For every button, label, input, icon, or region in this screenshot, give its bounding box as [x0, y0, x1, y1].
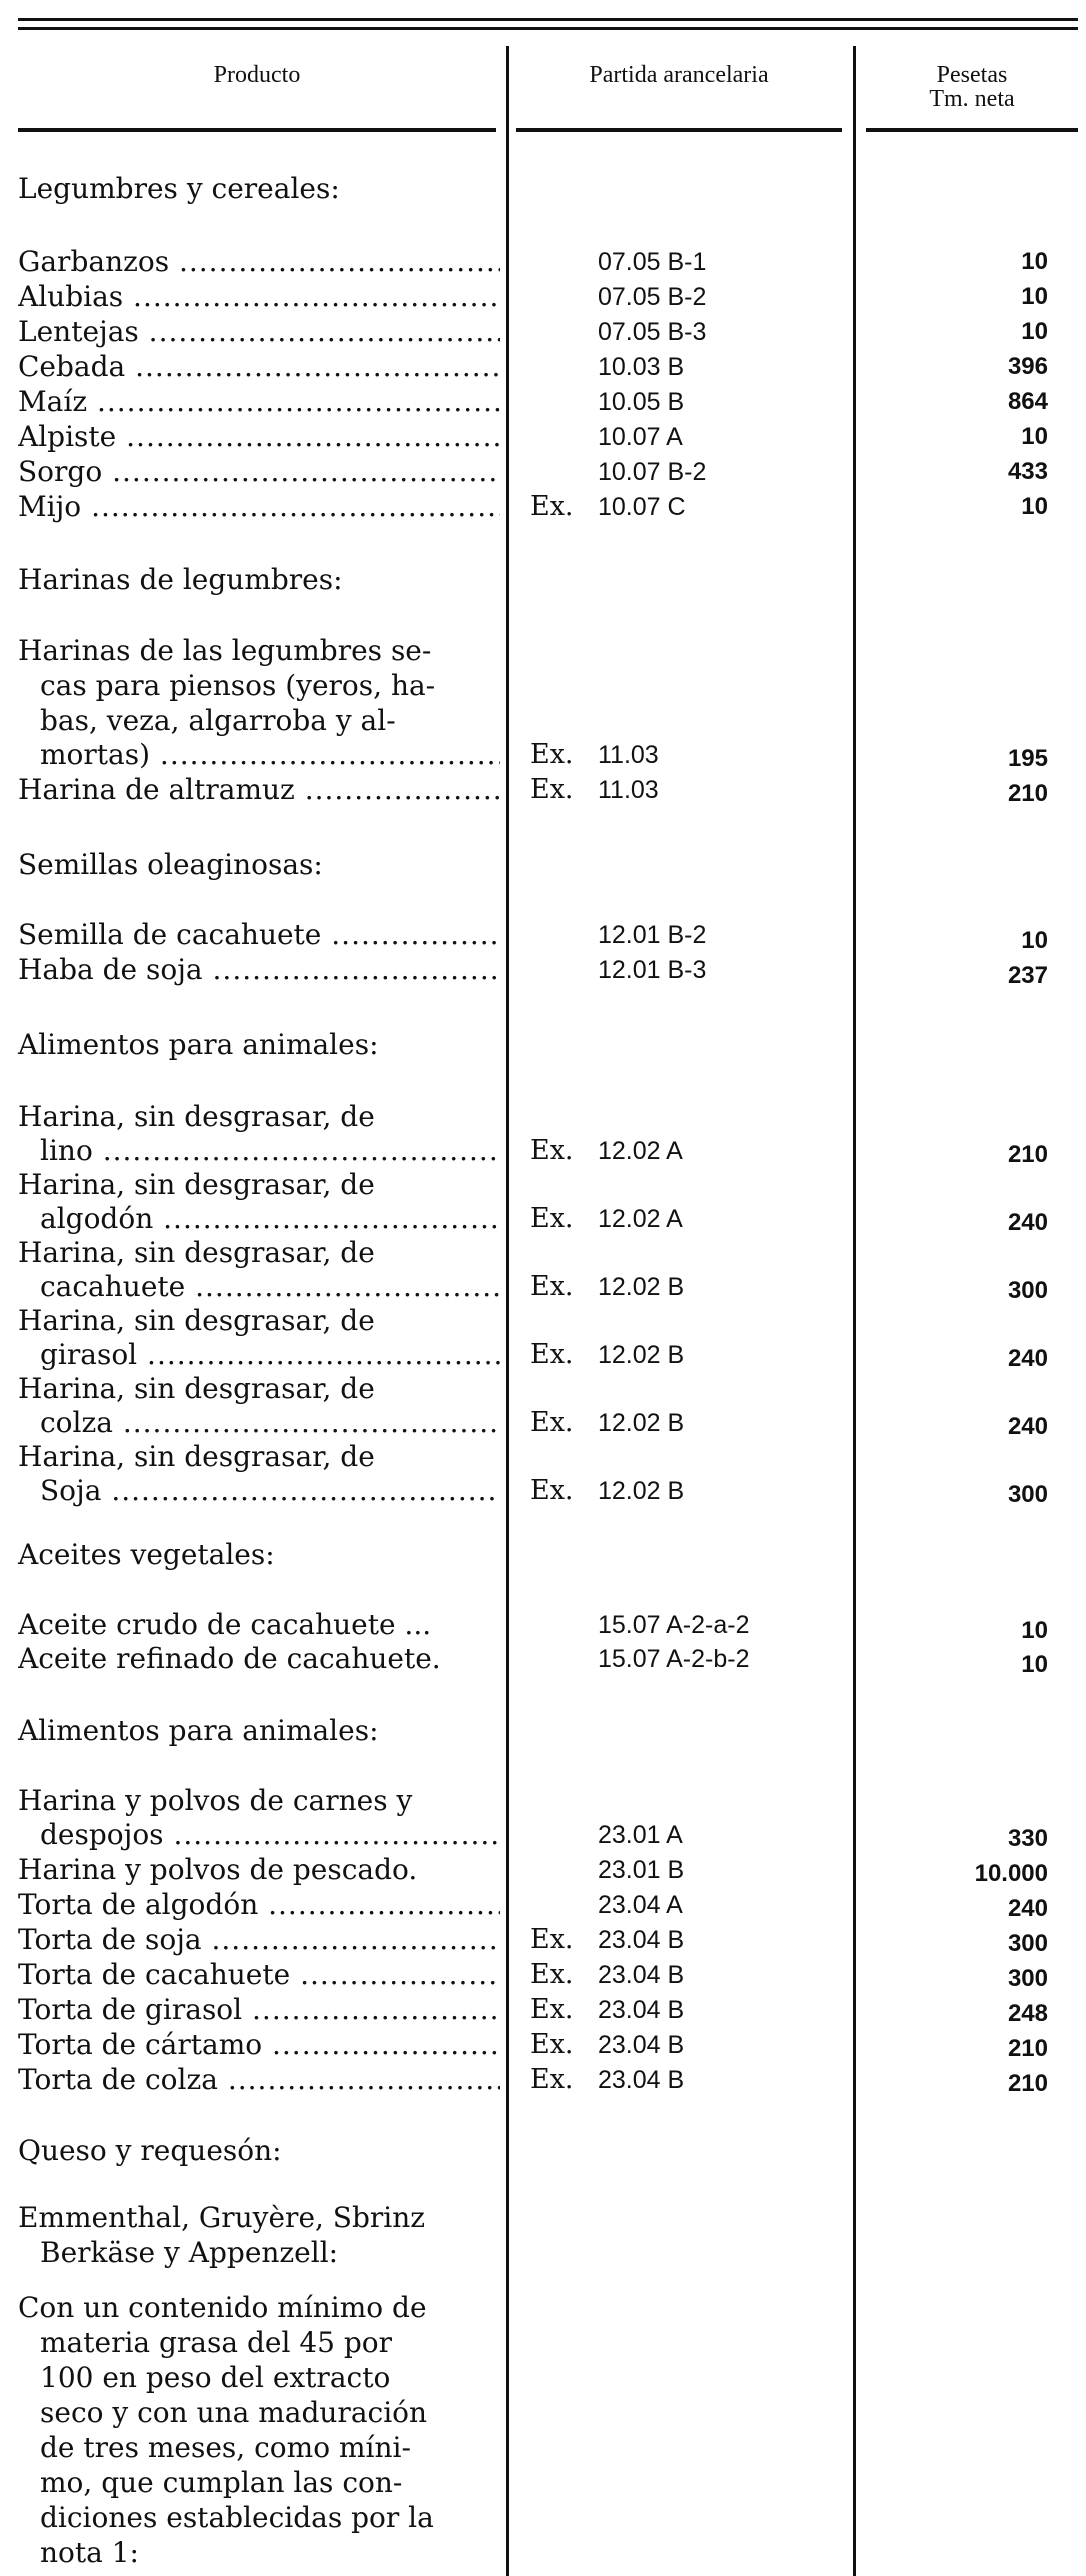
queso-line: Con un contenido mínimo de — [18, 2291, 427, 2324]
tariff-code: 07.05 B-3 — [598, 318, 707, 346]
tariff-code: 12.02 B — [598, 1477, 685, 1505]
pesetas-value: 240 — [1007, 1209, 1048, 1236]
tariff-code: 23.01 B — [598, 1856, 685, 1884]
product-name: Garbanzos ..... — [18, 245, 500, 278]
table-row — [0, 350, 1086, 386]
product-name: Torta de colza ..... — [18, 2063, 500, 2096]
top-double-rule-2 — [18, 27, 1078, 30]
ex-marker: Ex. — [530, 491, 574, 522]
pesetas-value: 10 — [1021, 283, 1048, 310]
section-semillas: Semillas oleaginosas: — [18, 848, 323, 881]
product-line: cas para piensos (yeros, ha- — [40, 669, 436, 702]
table-row — [0, 773, 1086, 809]
pesetas-value: 210 — [1007, 2035, 1048, 2062]
tariff-code: 12.02 A — [598, 1137, 683, 1165]
top-double-rule-1 — [18, 18, 1078, 21]
product-name: Lentejas ..... — [18, 315, 500, 348]
ex-marker: Ex. — [530, 739, 574, 770]
product-line: Harina, sin desgrasar, de — [18, 1440, 375, 1473]
product-line: Harina, sin desgrasar, de — [18, 1236, 375, 1269]
pesetas-value: 240 — [1007, 1895, 1048, 1922]
table-row — [0, 1993, 1086, 2029]
tariff-code: 10.05 B — [598, 388, 685, 416]
tariff-code: 10.07 A — [598, 423, 683, 451]
table-row — [0, 385, 1086, 421]
product-name: Harina de altramuz ..... — [18, 773, 500, 806]
header-producto: Producto — [213, 62, 301, 88]
header-underline-pesetas — [866, 128, 1078, 132]
pesetas-value: 248 — [1007, 2000, 1048, 2027]
table-row — [0, 738, 1086, 774]
header-underline-producto — [18, 128, 496, 132]
section-alimentos-2: Alimentos para animales: — [18, 1714, 379, 1747]
product-name: girasol ..... — [40, 1338, 500, 1371]
ex-marker: Ex. — [530, 1959, 574, 1990]
product-name: lino ..... — [40, 1134, 500, 1167]
product-name: Semilla de cacahuete ..... — [18, 918, 500, 951]
header-pesetas: Pesetas — [936, 62, 1008, 88]
ex-marker: Ex. — [530, 1271, 574, 1302]
product-line: Harinas de las legumbres se- — [18, 634, 432, 667]
pesetas-value: 10.000 — [974, 1860, 1048, 1887]
product-name: despojos ..... — [40, 1818, 500, 1851]
product-name: Harina y polvos de pescado. — [18, 1853, 418, 1886]
pesetas-value: 210 — [1007, 1141, 1048, 1168]
pesetas-value: 10 — [1021, 318, 1048, 345]
tariff-code: 23.01 A — [598, 1821, 683, 1849]
product-name: Haba de soja ..... — [18, 953, 500, 986]
table-row — [0, 1608, 1086, 1644]
ex-marker: Ex. — [530, 1994, 574, 2025]
product-name: Mijo ..... — [18, 490, 500, 523]
table-row — [0, 2063, 1086, 2099]
product-name: cacahuete ..... — [40, 1270, 500, 1303]
product-line: Harina, sin desgrasar, de — [18, 1168, 375, 1201]
table-row — [0, 455, 1086, 491]
table-row — [0, 953, 1086, 989]
section-queso: Queso y requesón: — [18, 2134, 282, 2167]
pesetas-value: 210 — [1007, 2070, 1048, 2097]
queso-line: diciones establecidas por la — [40, 2501, 434, 2534]
product-name: algodón ..... — [40, 1202, 500, 1235]
pesetas-value: 864 — [1007, 388, 1048, 415]
queso-line: nota 1: — [40, 2536, 139, 2569]
product-line: Harina y polvos de carnes y — [18, 1784, 413, 1817]
pesetas-value: 210 — [1007, 780, 1048, 807]
table-row — [0, 1100, 1086, 1170]
table-row — [0, 280, 1086, 316]
tariff-code: 12.01 B-3 — [598, 956, 707, 984]
tariff-code: 23.04 A — [598, 1891, 683, 1919]
section-legumbres: Legumbres y cereales: — [18, 172, 340, 205]
ex-marker: Ex. — [530, 2029, 574, 2060]
product-name: Alpiste ..... — [18, 420, 500, 453]
tariff-code: 11.03 — [598, 776, 659, 804]
tariff-code: 10.03 B — [598, 353, 685, 381]
product-name: Torta de soja ..... — [18, 1923, 500, 1956]
table-row — [0, 1888, 1086, 1924]
table-row — [0, 315, 1086, 351]
table-row — [0, 490, 1086, 526]
table-row — [0, 2028, 1086, 2064]
table-row — [0, 1958, 1086, 1994]
ex-marker: Ex. — [530, 1407, 574, 1438]
pesetas-value: 10 — [1021, 1651, 1048, 1678]
table-row — [0, 1236, 1086, 1306]
tariff-code: 11.03 — [598, 741, 659, 769]
pesetas-value: 240 — [1007, 1413, 1048, 1440]
pesetas-value: 396 — [1007, 353, 1048, 380]
tariff-code: 12.01 B-2 — [598, 921, 707, 949]
product-line: bas, veza, algarroba y al- — [40, 704, 396, 737]
table-row — [0, 1784, 1086, 1854]
queso-line: seco y con una maduración — [40, 2396, 428, 2429]
ex-marker: Ex. — [530, 2064, 574, 2095]
product-name: Aceite refinado de cacahuete. — [18, 1642, 441, 1675]
table-row — [0, 1853, 1086, 1889]
tariff-code: 23.04 B — [598, 1961, 685, 1989]
pesetas-value: 10 — [1021, 1617, 1048, 1644]
table-row — [0, 1440, 1086, 1510]
ex-marker: Ex. — [530, 1924, 574, 1955]
tariff-code: 10.07 C — [598, 493, 686, 521]
product-name: mortas) ..... — [40, 738, 500, 771]
ex-marker: Ex. — [530, 1475, 574, 1506]
table-row — [0, 1372, 1086, 1442]
product-name: Aceite crudo de cacahuete ... — [18, 1608, 432, 1641]
section-aceites: Aceites vegetales: — [18, 1538, 275, 1571]
pesetas-value: 10 — [1021, 248, 1048, 275]
tariff-code: 12.02 B — [598, 1273, 685, 1301]
pesetas-value: 433 — [1007, 458, 1048, 485]
pesetas-value: 330 — [1007, 1825, 1048, 1852]
product-name-multiline — [18, 633, 500, 738]
pesetas-value: 10 — [1021, 493, 1048, 520]
queso-line: Emmenthal, Gruyère, Sbrinz — [18, 2201, 426, 2234]
tariff-code: 12.02 A — [598, 1205, 683, 1233]
tariff-code: 23.04 B — [598, 1926, 685, 1954]
table-row — [0, 1642, 1086, 1678]
product-name: Maíz ..... — [18, 385, 500, 418]
queso-line: 100 en peso del extracto — [40, 2361, 391, 2394]
product-name: Torta de girasol ..... — [18, 1993, 500, 2026]
tariff-code: 15.07 A-2-a-2 — [598, 1611, 750, 1639]
table-row — [0, 420, 1086, 456]
ex-marker: Ex. — [530, 1339, 574, 1370]
pesetas-value: 240 — [1007, 1345, 1048, 1372]
product-name: Alubias ..... — [18, 280, 500, 313]
ex-marker: Ex. — [530, 774, 574, 805]
queso-line: de tres meses, como míni- — [40, 2431, 411, 2464]
queso-conditions — [18, 2290, 500, 2570]
ex-marker: Ex. — [530, 1135, 574, 1166]
pesetas-value: 300 — [1007, 1277, 1048, 1304]
product-name: Torta de cacahuete ..... — [18, 1958, 500, 1991]
queso-line: Berkäse y Appenzell: — [40, 2236, 339, 2269]
product-name: Soja ..... — [40, 1474, 500, 1507]
ex-marker: Ex. — [530, 1203, 574, 1234]
section-harinas: Harinas de legumbres: — [18, 563, 343, 596]
table-row — [0, 245, 1086, 281]
tariff-code: 12.02 B — [598, 1409, 685, 1437]
pesetas-value: 300 — [1007, 1965, 1048, 1992]
product-name: colza ..... — [40, 1406, 500, 1439]
product-line: Harina, sin desgrasar, de — [18, 1100, 375, 1133]
product-name: Torta de cártamo ..... — [18, 2028, 500, 2061]
tariff-code: 23.04 B — [598, 1996, 685, 2024]
table-row — [0, 1168, 1086, 1238]
pesetas-value: 300 — [1007, 1481, 1048, 1508]
product-line: Harina, sin desgrasar, de — [18, 1304, 375, 1337]
tariff-code: 07.05 B-1 — [598, 248, 707, 276]
tariff-code: 10.07 B-2 — [598, 458, 707, 486]
table-row — [0, 1304, 1086, 1374]
product-name: Cebada ..... — [18, 350, 500, 383]
tariff-code: 12.02 B — [598, 1341, 685, 1369]
queso-line: materia grasa del 45 por — [40, 2326, 393, 2359]
product-line: Harina, sin desgrasar, de — [18, 1372, 375, 1405]
pesetas-value: 10 — [1021, 927, 1048, 954]
header-tm-neta: Tm. neta — [929, 86, 1015, 112]
queso-line: mo, que cumplan las con- — [40, 2466, 403, 2499]
header-partida: Partida arancelaria — [589, 62, 769, 88]
tariff-code: 23.04 B — [598, 2066, 685, 2094]
table-row — [0, 918, 1086, 954]
tariff-code: 23.04 B — [598, 2031, 685, 2059]
header-underline-partida — [516, 128, 842, 132]
tariff-code: 07.05 B-2 — [598, 283, 707, 311]
pesetas-value: 10 — [1021, 423, 1048, 450]
product-name: Sorgo ..... — [18, 455, 500, 488]
pesetas-value: 237 — [1007, 962, 1048, 989]
table-row — [0, 1923, 1086, 1959]
product-name: Torta de algodón ..... — [18, 1888, 500, 1921]
pesetas-value: 300 — [1007, 1930, 1048, 1957]
section-alimentos-1: Alimentos para animales: — [18, 1028, 379, 1061]
queso-varieties — [18, 2200, 500, 2270]
pesetas-value: 195 — [1007, 745, 1048, 772]
tariff-code: 15.07 A-2-b-2 — [598, 1645, 750, 1673]
